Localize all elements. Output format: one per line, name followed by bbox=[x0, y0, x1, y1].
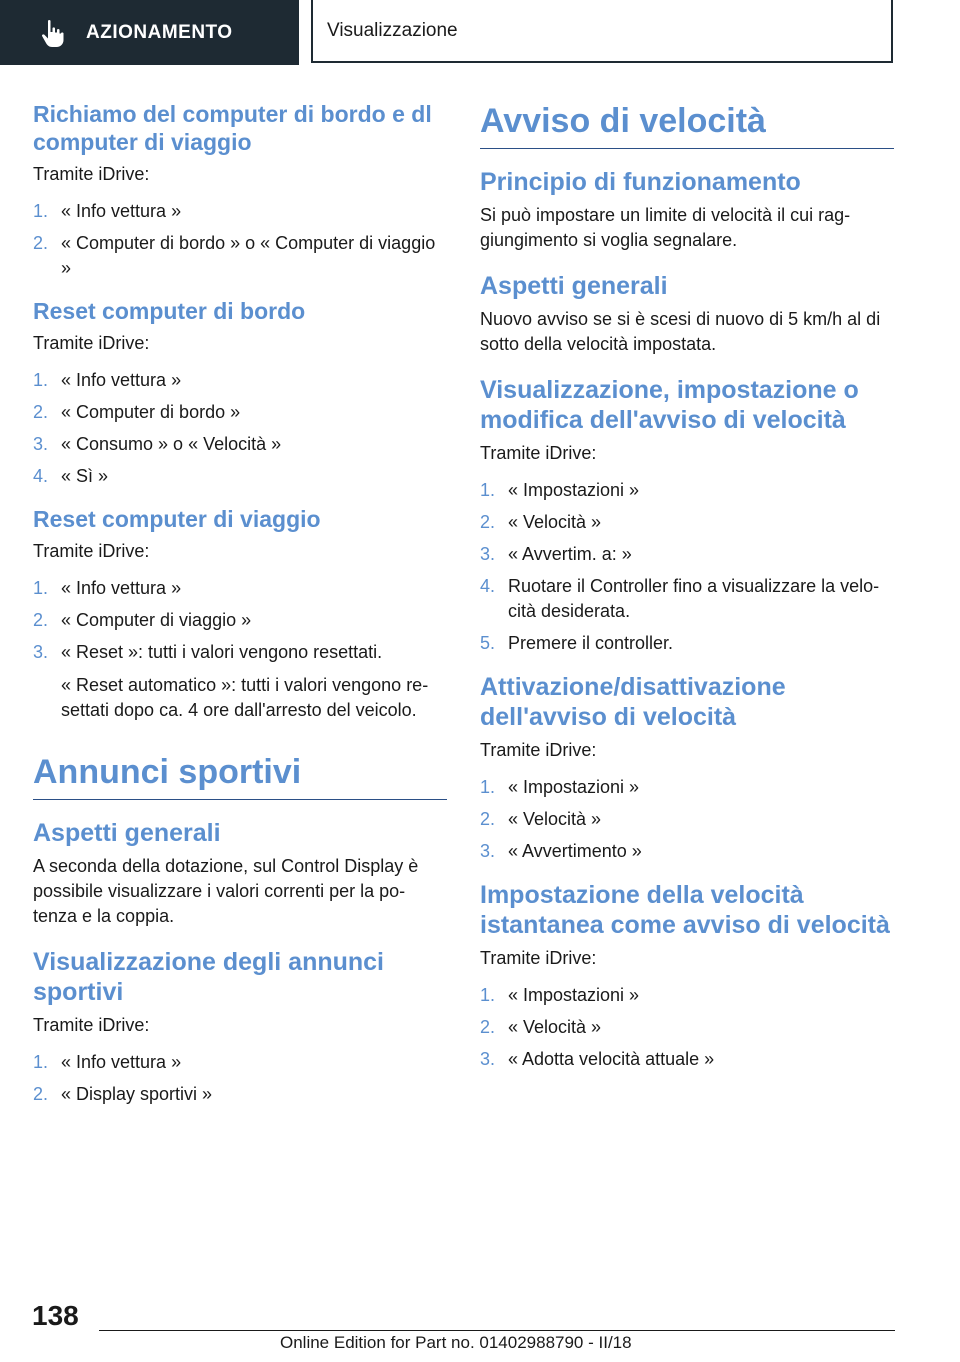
step-number: 3. bbox=[480, 544, 496, 564]
list-item bbox=[480, 839, 894, 864]
list-item bbox=[480, 631, 894, 656]
list-item bbox=[480, 1047, 894, 1072]
section-general-aspects bbox=[480, 271, 894, 357]
section-heading: Visualizzazione, impostazione o modifica dell'avviso di velocità bbox=[480, 376, 859, 434]
step-number: 2. bbox=[33, 402, 49, 422]
list-item bbox=[33, 400, 447, 425]
step-text: « Info vettura » bbox=[61, 1052, 182, 1072]
section-heading: Reset computer di bordo bbox=[33, 298, 306, 324]
step-number: 2. bbox=[480, 1017, 496, 1037]
step-list bbox=[33, 368, 447, 489]
step-text: « Consumo » o « Velocità » bbox=[61, 434, 282, 454]
step-number: 1. bbox=[480, 985, 496, 1005]
step-text: « Display sportivi » bbox=[61, 1084, 213, 1104]
list-item bbox=[480, 983, 894, 1008]
list-item bbox=[480, 542, 894, 567]
step-text: « Avvertim. a: » bbox=[508, 544, 632, 564]
step-text: Premere il controller. bbox=[508, 633, 674, 653]
step-text: « Computer di bordo » o « Computer di viaggio » bbox=[61, 233, 436, 278]
list-item bbox=[480, 775, 894, 800]
step-number: 1. bbox=[33, 1052, 49, 1072]
step-number: 4. bbox=[480, 576, 496, 596]
section-heading: Principio di funzionamento bbox=[480, 168, 801, 196]
list-item bbox=[480, 807, 894, 832]
right-column bbox=[480, 100, 894, 1088]
chapter-heading: Annunci sportivi bbox=[33, 751, 447, 800]
step-text: « Computer di bordo » bbox=[61, 402, 241, 422]
intro-text: Tramite iDrive: bbox=[480, 443, 597, 463]
step-number: 3. bbox=[480, 841, 496, 861]
step-list bbox=[33, 199, 447, 281]
step-number: 1. bbox=[480, 480, 496, 500]
intro-text: Tramite iDrive: bbox=[33, 541, 150, 561]
intro-text: Tramite iDrive: bbox=[33, 164, 150, 184]
page-number: 138 bbox=[32, 1300, 79, 1331]
topic-label: Visualizzazione bbox=[327, 19, 458, 41]
section-heading: Aspetti generali bbox=[480, 272, 668, 300]
section-general-aspects bbox=[33, 818, 447, 929]
section-set-speed-warning bbox=[480, 375, 894, 656]
intro-text: Tramite iDrive: bbox=[480, 740, 597, 760]
intro-text: Tramite iDrive: bbox=[33, 333, 150, 353]
body-text: Si può impostare un limite di velocità il cui rag-giungimento si voglia segnalare. bbox=[480, 205, 851, 250]
list-item bbox=[480, 1015, 894, 1040]
step-text: « Computer di viaggio » bbox=[61, 610, 252, 630]
step-number: 5. bbox=[480, 633, 496, 653]
list-item bbox=[33, 608, 447, 633]
step-text: « Reset »: tutti i valori vengono resettati. bbox=[61, 642, 383, 662]
section-operating-principle bbox=[480, 167, 894, 253]
step-text: « Info vettura » bbox=[61, 578, 182, 598]
step-number: 2. bbox=[480, 809, 496, 829]
body-text: A seconda della dotazione, sul Control Display è possibile visualizzare i valori correnti per la po-tenza e la coppia. bbox=[33, 856, 419, 926]
step-text: « Velocità » bbox=[508, 809, 602, 829]
step-text: Ruotare il Controller fino a visualizzare la velo-cità desiderata. bbox=[508, 576, 880, 621]
step-text: « Impostazioni » bbox=[508, 985, 640, 1005]
step-number: 3. bbox=[480, 1049, 496, 1069]
intro-text: Tramite iDrive: bbox=[480, 948, 597, 968]
step-number: 2. bbox=[33, 1084, 49, 1104]
list-item bbox=[480, 510, 894, 535]
step-number: 3. bbox=[33, 434, 49, 454]
step-number: 3. bbox=[33, 642, 49, 662]
section-adopt-current-speed bbox=[480, 880, 894, 1072]
intro-text: Tramite iDrive: bbox=[33, 1015, 150, 1035]
step-text: « Sì » bbox=[61, 466, 109, 486]
footer-edition: Online Edition for Part no. 01402988790 - II/18 bbox=[280, 1333, 632, 1352]
section-heading: Attivazione/disattivazione dell'avviso di velocità bbox=[480, 673, 786, 731]
section-reset-trip-computer bbox=[33, 505, 447, 723]
step-list bbox=[33, 1050, 447, 1107]
step-number: 2. bbox=[33, 610, 49, 630]
section-heading: Impostazione della velocità istantanea come avviso di velocità bbox=[480, 881, 890, 939]
section-trip-computer-recall bbox=[33, 100, 447, 281]
section-reset-onboard-computer bbox=[33, 297, 447, 489]
step-text: « Velocità » bbox=[508, 1017, 602, 1037]
list-item bbox=[33, 199, 447, 224]
step-list bbox=[480, 983, 894, 1072]
step-text: « Impostazioni » bbox=[508, 777, 640, 797]
footer-divider bbox=[99, 1330, 895, 1331]
step-number: 4. bbox=[33, 466, 49, 486]
list-item bbox=[33, 464, 447, 489]
step-text: « Info vettura » bbox=[61, 201, 182, 221]
step-text: « Avvertimento » bbox=[508, 841, 642, 861]
step-number: 2. bbox=[33, 233, 49, 253]
chapter-heading: Avviso di velocità bbox=[480, 100, 894, 149]
step-number: 2. bbox=[480, 512, 496, 532]
section-heading: Visualizzazione degli annunci sportivi bbox=[33, 948, 385, 1006]
step-text: « Adotta velocità attuale » bbox=[508, 1049, 715, 1069]
section-heading: Richiamo del computer di bordo e dl computer di viaggio bbox=[33, 101, 432, 155]
list-item bbox=[33, 576, 447, 601]
hand-pointer-icon bbox=[36, 17, 68, 49]
section-toggle-speed-warning bbox=[480, 672, 894, 864]
list-item bbox=[33, 1082, 447, 1107]
list-item bbox=[33, 1050, 447, 1075]
list-item bbox=[480, 478, 894, 503]
section-heading: Aspetti generali bbox=[33, 819, 221, 847]
topic-tab bbox=[311, 0, 893, 63]
step-number: 1. bbox=[480, 777, 496, 797]
step-note: « Reset automatico »: tutti i valori vengono re-settati dopo ca. 4 ore dall'arresto del veicolo. bbox=[61, 675, 429, 720]
step-text: « Impostazioni » bbox=[508, 480, 640, 500]
step-number: 1. bbox=[33, 578, 49, 598]
step-list bbox=[33, 576, 447, 665]
left-column bbox=[33, 100, 447, 1123]
section-label: AZIONAMENTO bbox=[86, 21, 233, 43]
section-sport-display bbox=[33, 947, 447, 1107]
step-list bbox=[480, 775, 894, 864]
section-tab bbox=[0, 0, 299, 65]
step-text: « Info vettura » bbox=[61, 370, 182, 390]
section-heading: Reset computer di viaggio bbox=[33, 506, 321, 532]
step-list bbox=[480, 478, 894, 656]
step-number: 1. bbox=[33, 201, 49, 221]
list-item bbox=[33, 231, 447, 281]
list-item bbox=[33, 368, 447, 393]
list-item bbox=[33, 640, 447, 665]
list-item bbox=[480, 574, 894, 624]
body-text: Nuovo avviso se si è scesi di nuovo di 5 km/h al di sotto della velocità impostata. bbox=[480, 309, 881, 354]
step-number: 1. bbox=[33, 370, 49, 390]
list-item bbox=[33, 432, 447, 457]
step-text: « Velocità » bbox=[508, 512, 602, 532]
